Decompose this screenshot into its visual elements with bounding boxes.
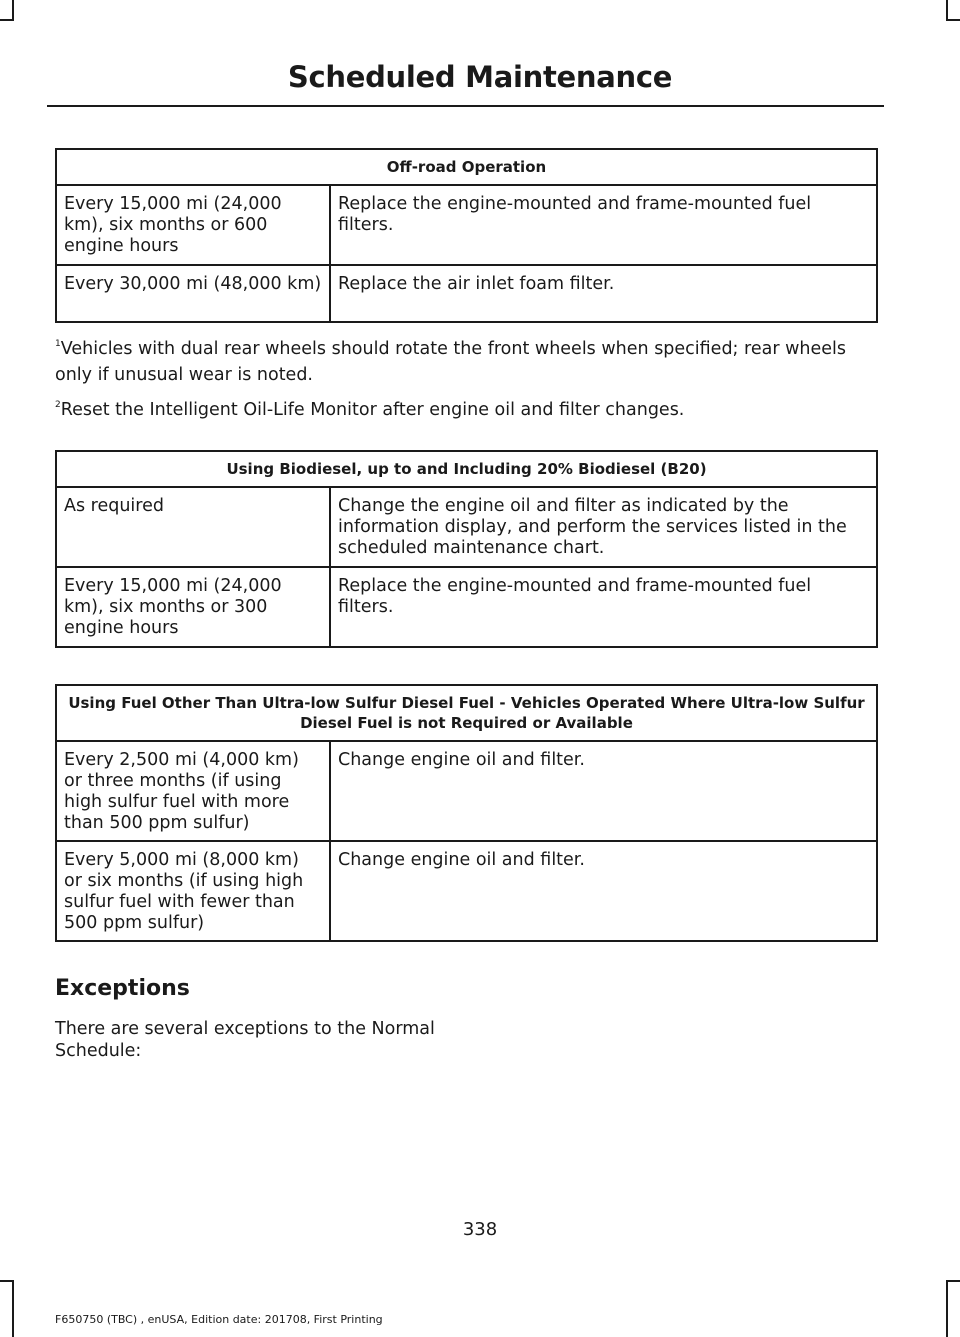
footnote-1: $^1$Vehicles with dual rear wheels should rotate the front wheels when specified; rear wheels only if unusual wear is noted. [55, 339, 846, 385]
action-cell: Replace the engine-mounted and frame-mounted fuel filters. [330, 185, 877, 265]
crop-mark-bottom-right [946, 1280, 960, 1282]
action-cell: Replace the air inlet foam filter. [330, 265, 877, 322]
section-heading-exceptions: Exceptions [55, 976, 190, 1001]
action-cell: Change the engine oil and filter as indicated by the information display, and perform the services listed in the scheduled maintenance chart. [330, 487, 877, 567]
action-cell: Replace the engine-mounted and frame-mounted fuel filters. [330, 567, 877, 647]
interval-cell: Every 2,500 mi (4,000 km) or three months (if using high sulfur fuel with more than 500 ppm sulfur) [56, 741, 330, 841]
page-number: 338 [462, 1219, 498, 1240]
crop-mark-bottom-left [12, 1280, 14, 1337]
action-cell: Change engine oil and filter. [330, 741, 877, 841]
interval-cell: Every 15,000 mi (24,000 km), six months or 600 engine hours [56, 185, 330, 265]
footnotes [55, 331, 885, 427]
crop-mark-bottom-right [946, 1280, 948, 1337]
crop-mark-top-left [0, 19, 14, 21]
table-row [56, 741, 877, 841]
table-title: Using Biodiesel, up to and Including 20% Biodiesel (B20) [56, 451, 877, 487]
interval-cell: Every 30,000 mi (48,000 km) [56, 265, 330, 322]
interval-cell: Every 5,000 mi (8,000 km) or six months (if using high sulfur fuel with fewer than 500 ppm sulfur) [56, 841, 330, 941]
footer-edition-info: F650750 (TBC) , enUSA, Edition date: 201708, First Printing [55, 1313, 383, 1326]
section-body-exceptions: There are several exceptions to the Normal Schedule: [55, 1019, 435, 1061]
table-row [56, 841, 877, 941]
crop-mark-bottom-left [0, 1280, 14, 1282]
table-row [56, 567, 877, 647]
table-title: Using Fuel Other Than Ultra-low Sulfur Diesel Fuel - Vehicles Operated Where Ultra-low Sulfur Diesel Fuel is not Required or Available [56, 685, 877, 741]
footnote-2: $^2$Reset the Intelligent Oil-Life Monitor after engine oil and filter changes. [55, 400, 685, 420]
table-title: Off-road Operation [56, 149, 877, 185]
off-road-operation-table [55, 148, 878, 323]
header-divider [47, 105, 884, 107]
high-sulfur-fuel-table [55, 684, 878, 942]
table-row [56, 487, 877, 567]
table-row [56, 265, 877, 322]
table-row [56, 185, 877, 265]
crop-mark-top-right [946, 19, 960, 21]
biodiesel-table [55, 450, 878, 648]
crop-mark-top-left [12, 0, 14, 20]
page-title: Scheduled Maintenance [287, 60, 673, 94]
crop-mark-top-right [946, 0, 948, 20]
interval-cell: As required [56, 487, 330, 567]
action-cell: Change engine oil and filter. [330, 841, 877, 941]
interval-cell: Every 15,000 mi (24,000 km), six months or 300 engine hours [56, 567, 330, 647]
